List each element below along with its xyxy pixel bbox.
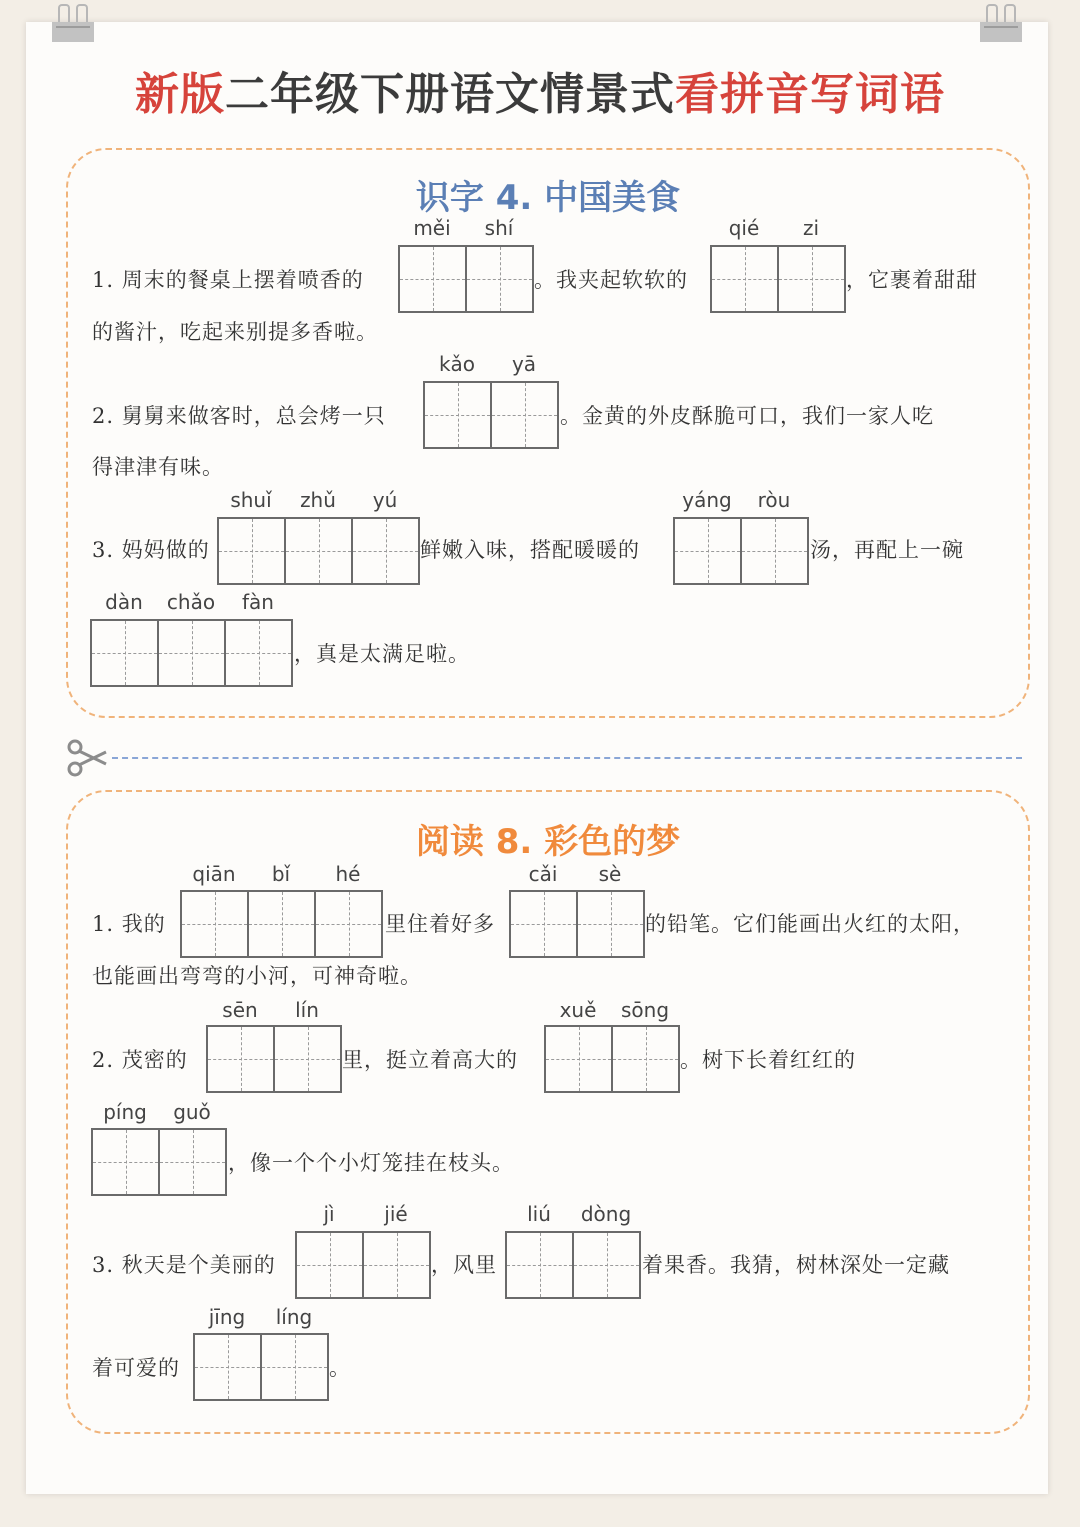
pinyin-label: sōng xyxy=(620,998,670,1022)
pinyin-label: zhǔ xyxy=(300,488,336,512)
writing-grid[interactable] xyxy=(295,1231,431,1299)
question-text: 里住着好多 xyxy=(385,912,495,936)
question-text: ，它裹着甜甜 xyxy=(846,268,978,292)
question-text: 。金黄的外皮酥脆可口，我们一家人吃 xyxy=(560,404,934,428)
pinyin-label: qié xyxy=(728,216,760,240)
question-text: 着果香。我猜，树林深处一定藏 xyxy=(642,1253,950,1277)
pinyin-label: sēn xyxy=(222,998,258,1022)
pinyin-label: měi xyxy=(413,216,451,240)
pinyin-label: líng xyxy=(275,1305,313,1329)
question-text: 1. 周末的餐桌上摆着喷香的 xyxy=(92,268,364,292)
pinyin-label: jīng xyxy=(208,1305,246,1329)
writing-grid[interactable] xyxy=(180,890,383,958)
writing-grid[interactable] xyxy=(423,381,559,449)
page-title: 新版二年级下册语文情景式看拼音写词语 xyxy=(135,69,945,120)
pinyin-label: qiān xyxy=(192,862,236,886)
pinyin-label: bǐ xyxy=(271,862,291,886)
pinyin-label: dàn xyxy=(105,590,143,614)
question-text: 的铅笔。它们能画出火红的太阳， xyxy=(645,912,975,936)
pinyin-label: jì xyxy=(323,1202,335,1226)
pinyin-label: liú xyxy=(527,1202,551,1226)
question-text: 。树下长着红红的 xyxy=(680,1048,856,1072)
pinyin-label: fàn xyxy=(242,590,274,614)
writing-grid[interactable] xyxy=(90,619,293,687)
pinyin-label: píng xyxy=(103,1100,147,1124)
writing-grid[interactable] xyxy=(217,517,420,585)
writing-grid[interactable] xyxy=(91,1128,227,1196)
pinyin-label: shuǐ xyxy=(230,488,272,512)
pinyin-label: yú xyxy=(372,488,398,512)
writing-grid[interactable] xyxy=(505,1231,641,1299)
pinyin-label: shí xyxy=(484,216,514,240)
pinyin-label: jié xyxy=(384,1202,408,1226)
pinyin-label: cǎi xyxy=(528,862,558,886)
question-text: ，风里 xyxy=(431,1253,497,1277)
question-text: 2. 茂密的 xyxy=(92,1048,188,1072)
writing-grid[interactable] xyxy=(398,245,534,313)
section-title: 识字 4. 中国美食 xyxy=(415,178,681,218)
binder-clip-right-icon xyxy=(980,4,1022,44)
question-text: 鲜嫩入味，搭配暖暖的 xyxy=(420,538,640,562)
pinyin-label: zi xyxy=(802,216,820,240)
pinyin-label: dòng xyxy=(580,1202,632,1226)
question-text: 汤，再配上一碗 xyxy=(810,538,964,562)
pinyin-label: guǒ xyxy=(173,1100,211,1124)
pinyin-label: hé xyxy=(335,862,361,886)
writing-grid[interactable] xyxy=(710,245,846,313)
writing-grid[interactable] xyxy=(673,517,809,585)
question-text: ，像一个个小灯笼挂在枝头。 xyxy=(228,1151,514,1175)
question-text: 3. 妈妈做的 xyxy=(92,538,210,562)
writing-grid[interactable] xyxy=(509,890,645,958)
pinyin-label: sè xyxy=(598,862,622,886)
writing-grid[interactable] xyxy=(206,1025,342,1093)
question-text: 。我夹起软软的 xyxy=(534,268,688,292)
writing-grid[interactable] xyxy=(193,1333,329,1401)
binder-clip-left-icon xyxy=(52,4,94,44)
pinyin-label: yáng xyxy=(682,488,732,512)
pinyin-label: yā xyxy=(511,352,537,376)
pinyin-label: kǎo xyxy=(438,352,476,376)
writing-grid[interactable] xyxy=(544,1025,680,1093)
question-text: 里，挺立着高大的 xyxy=(342,1048,518,1072)
question-text: 的酱汁，吃起来别提多香啦。 xyxy=(92,320,378,344)
question-text: 3. 秋天是个美丽的 xyxy=(92,1253,276,1277)
question-text: 着可爱的 xyxy=(92,1356,180,1380)
question-text: ，真是太满足啦。 xyxy=(294,642,470,666)
question-text: 1. 我的 xyxy=(92,912,166,936)
pinyin-label: lín xyxy=(295,998,319,1022)
question-text: 得津津有味。 xyxy=(92,455,224,479)
pinyin-label: xuě xyxy=(559,998,597,1022)
question-text: 也能画出弯弯的小河，可神奇啦。 xyxy=(92,964,422,988)
section-title: 阅读 8. 彩色的梦 xyxy=(415,822,681,862)
pinyin-label: chǎo xyxy=(166,590,216,614)
scissors-icon xyxy=(66,738,110,778)
cut-line xyxy=(112,757,1022,759)
pinyin-label: ròu xyxy=(757,488,791,512)
question-text: 。 xyxy=(329,1356,351,1380)
question-text: 2. 舅舅来做客时，总会烤一只 xyxy=(92,404,386,428)
